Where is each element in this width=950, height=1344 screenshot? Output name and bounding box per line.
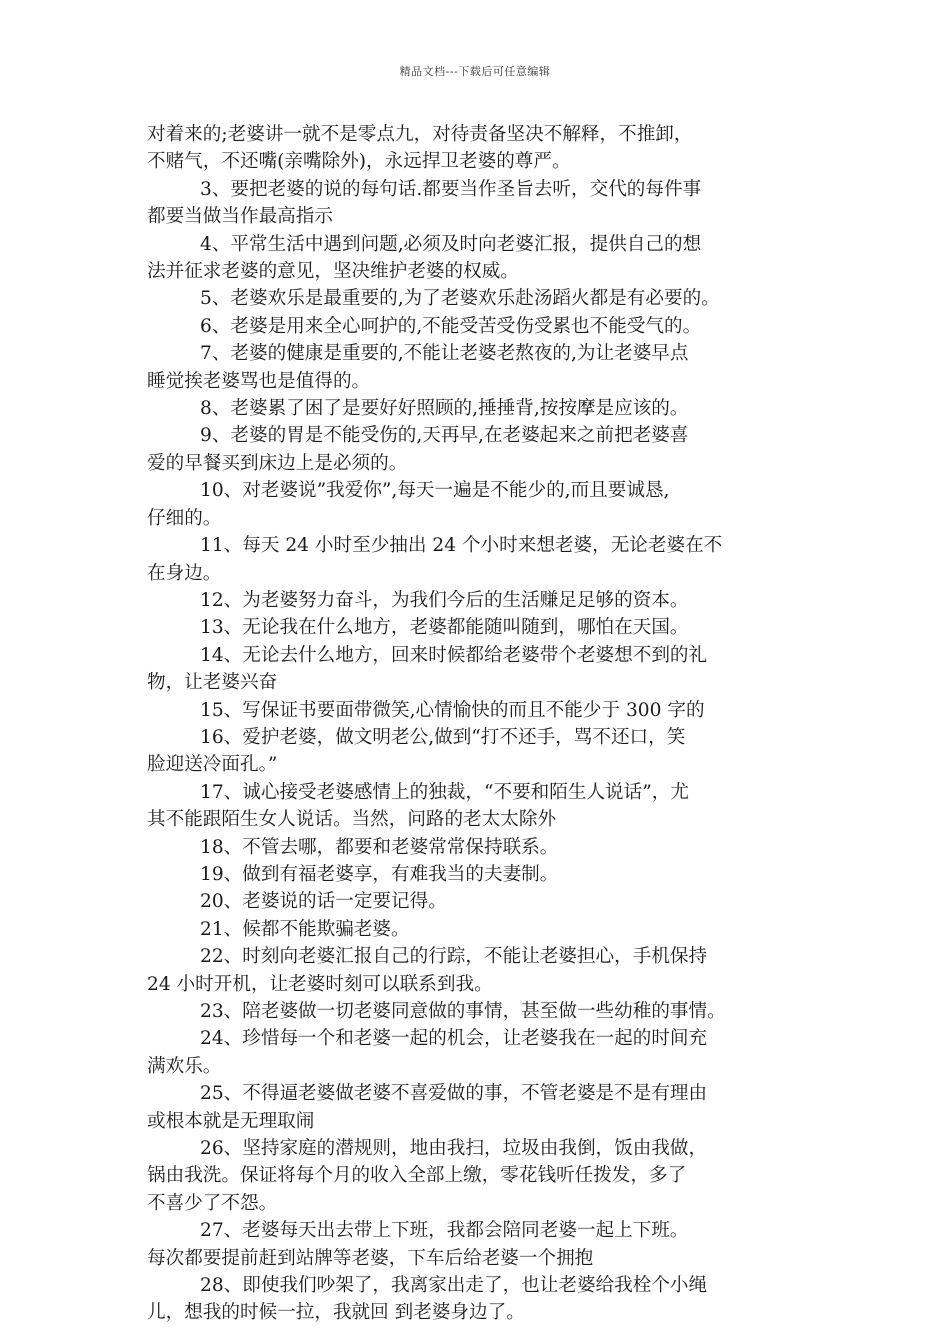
text-line: 12、为老婆努力奋斗，为我们今后的生活赚足足够的资本。 xyxy=(200,589,689,611)
text-line: 7、老婆的健康是重要的,不能让老婆老熬夜的,为让老婆早点 xyxy=(200,343,689,365)
text-line: 23、陪老婆做一切老婆同意做的事情，甚至做一些幼稚的事情。 xyxy=(200,1001,726,1022)
text-line: 5、老婆欢乐是最重要的,为了老婆欢乐赴汤蹈火都是有必要的。 xyxy=(200,288,720,310)
text-line: 都要当做当作最高指示 xyxy=(147,206,333,228)
text-line: 28、即使我们吵架了，我离家出走了，也让老婆给我栓个小绳 xyxy=(200,1275,708,1297)
text-line: 或根本就是无理取闹 xyxy=(147,1110,315,1132)
text-line: 24、珍惜每一个和老婆一起的机会，让老婆我在一起的时间充 xyxy=(200,1028,708,1050)
text-line: 睡觉挨老婆骂也是值得的。 xyxy=(147,370,371,392)
text-line: 4、平常生活中遇到问题,必须及时向老婆汇报，提供自己的想 xyxy=(200,233,702,255)
text-line: 锅由我洗。保证将每个月的收入全部上缴，零花钱听任拨发，多了 xyxy=(147,1165,687,1187)
text-line: 18、不管去哪，都要和老婆常常保持联系。 xyxy=(200,836,559,858)
document-body xyxy=(147,121,827,1327)
text-line: 11、每天 24 小时至少抽出 24 个小时来想老婆，无论老婆在不 xyxy=(200,535,723,557)
text-line: 仔细的。 xyxy=(147,507,222,529)
text-line: 16、爱护老婆，做文明老公,做到“打不还手，骂不还口，笑 xyxy=(200,726,686,748)
text-line: 6、老婆是用来全心呵护的,不能受苦受伤受累也不能受气的。 xyxy=(200,315,702,337)
text-line: 不赌气，不还嘴(亲嘴除外)，永远捍卫老婆的尊严。 xyxy=(147,151,571,173)
text-line: 对着来的;老婆讲一就不是零点九，对待责备坚决不解释，不推卸， xyxy=(147,124,693,145)
text-line: 15、写保证书要面带微笑,心情愉快的而且不能少于 300 字的 xyxy=(200,699,705,721)
text-line: 24 小时开机，让老婆时刻可以联系到我。 xyxy=(147,973,493,995)
text-line: 13、无论我在什么地方，老婆都能随叫随到，哪怕在天国。 xyxy=(200,617,689,639)
text-line: 22、时刻向老婆汇报自己的行踪，不能让老婆担心，手机保持 xyxy=(200,946,708,968)
text-line: 脸迎送冷面孔。” xyxy=(147,754,278,776)
text-line: 20、老婆说的话一定要记得。 xyxy=(200,891,447,913)
text-line: 不喜少了不怨。 xyxy=(147,1192,278,1214)
text-line: 3、要把老婆的说的每句话.都要当作圣旨去听，交代的每件事 xyxy=(200,178,702,200)
text-line: 21、候都不能欺骗老婆。 xyxy=(200,918,410,940)
text-line: 14、无论去什么地方，回来时候都给老婆带个老婆想不到的礼 xyxy=(200,644,708,666)
page-header-watermark: 精品文档---下载后可任意编辑 xyxy=(399,65,551,78)
text-line: 其不能跟陌生女人说话。当然，问路的老太太除外 xyxy=(147,809,557,831)
text-line: 17、诚心接受老婆感情上的独裁，“不要和陌生人说话”，尤 xyxy=(200,781,689,803)
text-line: 8、老婆累了困了是要好好照顾的,捶捶背,按按摩是应该的。 xyxy=(200,398,689,420)
text-line: 物，让老婆兴奋 xyxy=(147,672,278,694)
text-line: 满欢乐。 xyxy=(147,1055,222,1077)
text-line: 在身边。 xyxy=(147,562,222,584)
text-line: 10、对老婆说”我爱你”,每天一遍是不能少的,而且要诚恳, xyxy=(200,480,670,502)
text-line: 26、坚持家庭的潜规则，地由我扫，垃圾由我倒，饭由我做， xyxy=(200,1138,708,1160)
text-line: 每次都要提前赶到站牌等老婆，下车后给老婆一个拥抱 xyxy=(147,1247,594,1269)
text-line: 9、老婆的胃是不能受伤的,天再早,在老婆起来之前把老婆喜 xyxy=(200,425,689,447)
text-line: 儿，想我的时候一拉，我就回 到老婆身边了。 xyxy=(147,1302,525,1324)
text-line: 27、老婆每天出去带上下班，我都会陪同老婆一起上下班。 xyxy=(200,1220,689,1242)
text-line: 19、做到有福老婆享，有难我当的夫妻制。 xyxy=(200,863,559,885)
text-line: 爱的早餐买到床边上是必须的。 xyxy=(147,452,408,474)
text-line: 25、不得逼老婆做老婆不喜爱做的事，不管老婆是不是有理由 xyxy=(200,1083,708,1105)
text-line: 法并征求老婆的意见，坚决维护老婆的权威。 xyxy=(147,261,519,283)
